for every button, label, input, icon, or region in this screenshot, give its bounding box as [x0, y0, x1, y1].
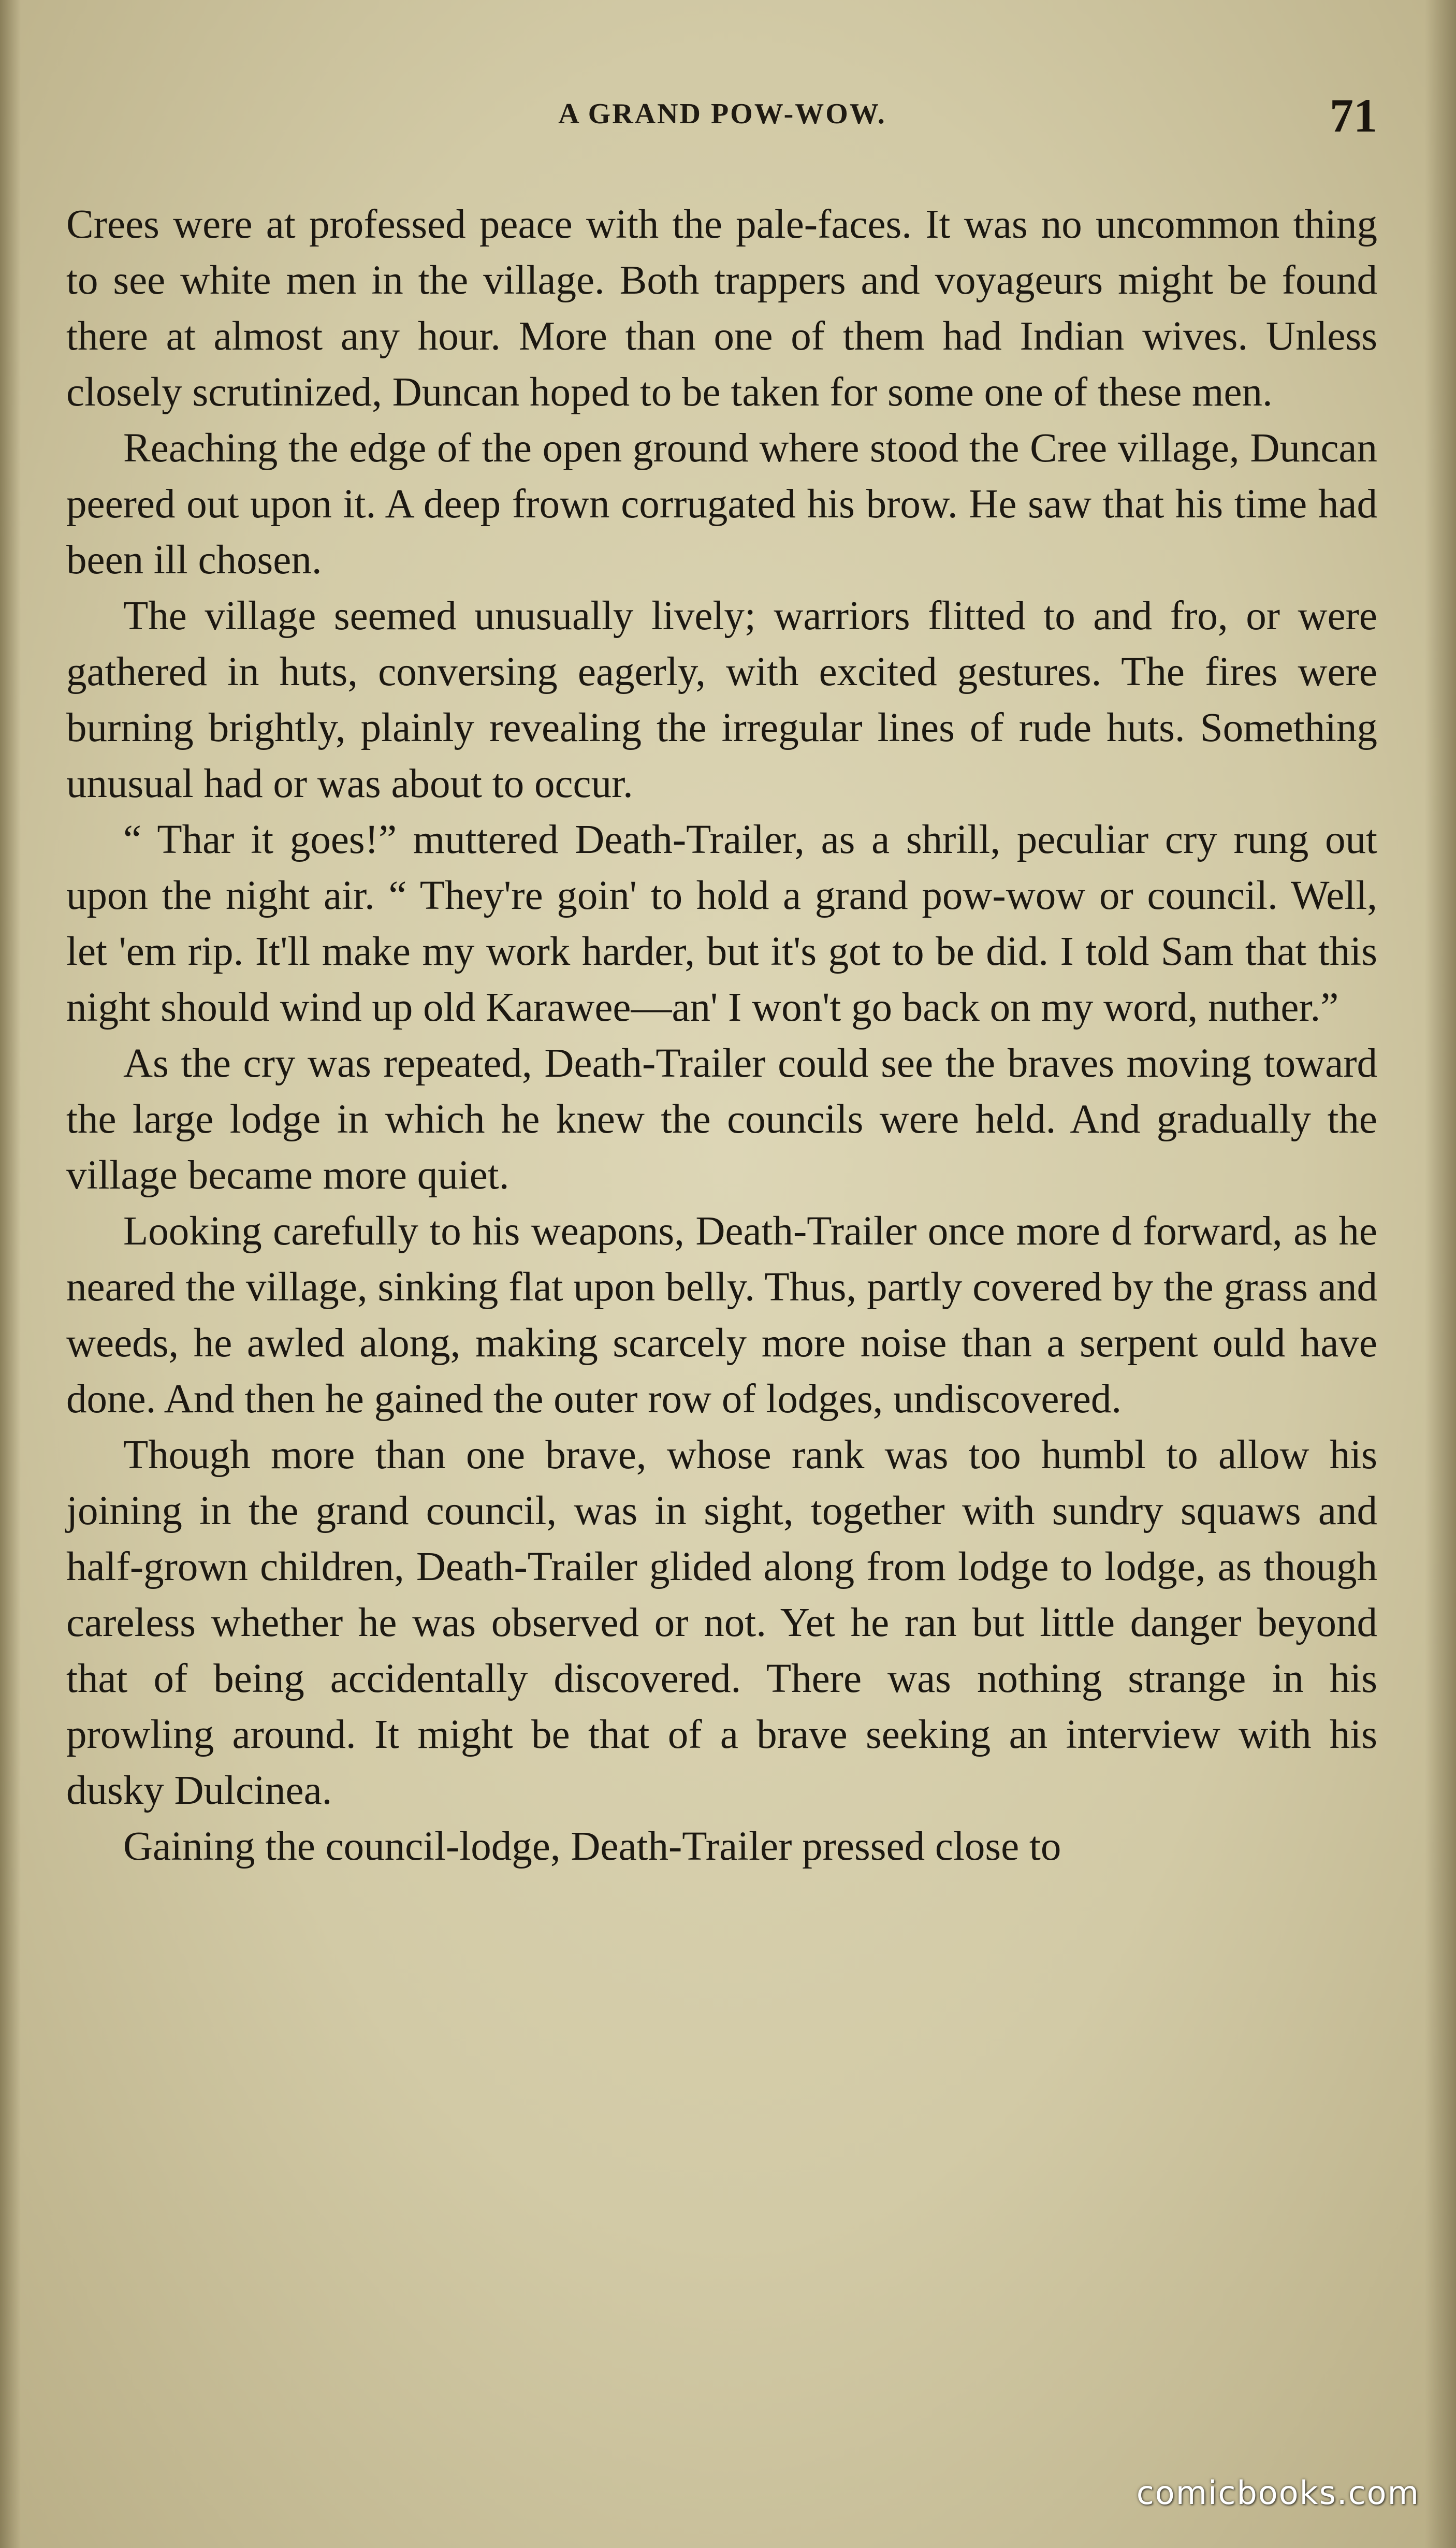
page-edge-right [1425, 0, 1456, 2548]
paragraph-2: Reaching the edge of the open ground where stood the Cree village, Duncan peered out upon it. A deep frown corrugated his brow. He saw that his time had been ill chosen. [66, 426, 1377, 583]
page-edge-left [0, 0, 21, 2548]
page-number: 71 [1330, 89, 1377, 142]
paragraph-5: As the cry was repeated, Death-Trailer could see the braves moving toward the large lodge in which he knew the councils were held. And gradually the village became more quiet. [66, 1041, 1377, 1198]
running-title: A GRAND POW-WOW. [558, 98, 886, 130]
paragraph-7: Though more than one brave, whose rank was too humbl to allow his joining in the grand council, was in sight, together with sundry squaws and half-grown children, Death-Trailer glided along from lodge to lodge, as though careless whether he was observed or not. Yet he ran but little danger beyond that of being accidentally discovered. There was nothing strange in his prowling around. It might be that of a brave seeking an interview with his dusky Dulcinea. [66, 1432, 1377, 1813]
body-text [66, 197, 1377, 1875]
paragraph-1: Crees were at professed peace with the pale-faces. It was no uncommon thing to see white men in the village. Both trappers and voyageurs might be found there at almost any hour. More than one of them had Indian wives. Unless closely scrutinized, Duncan hoped to be taken for some one of these men. [66, 202, 1377, 415]
watermark: comicbooks.com [1136, 2474, 1420, 2512]
paragraph-3: The village seemed unusually lively; warriors flitted to and fro, or were gathered in huts, conversing eagerly, with excited gestures. The fires were burning brightly, plainly revealing the irregular lines of rude huts. Something unusual had or was about to occur. [66, 593, 1377, 806]
paragraph-8: Gaining the council-lodge, Death-Trailer pressed close to [123, 1824, 1061, 1869]
paragraph-4: “ Thar it goes!” muttered Death-Trailer, as a shrill, peculiar cry rung out upon the night air. “ They're goin' to hold a grand pow-wow or council. Well, let 'em rip. It'll make my work harder, but it's got to be did. I told Sam that this night should wind up old Karawee—an' I won't go back on my word, nuther.” [66, 817, 1377, 1030]
paragraph-6: Looking carefully to his weapons, Death-Trailer once more d forward, as he neared the village, sinking flat upon belly. Thus, partly covered by the grass and weeds, he awled along, making scarcely more noise than a serpent ould have done. And then he gained the outer row of lodges, undiscovered. [66, 1209, 1377, 1422]
page-header [67, 88, 1377, 145]
